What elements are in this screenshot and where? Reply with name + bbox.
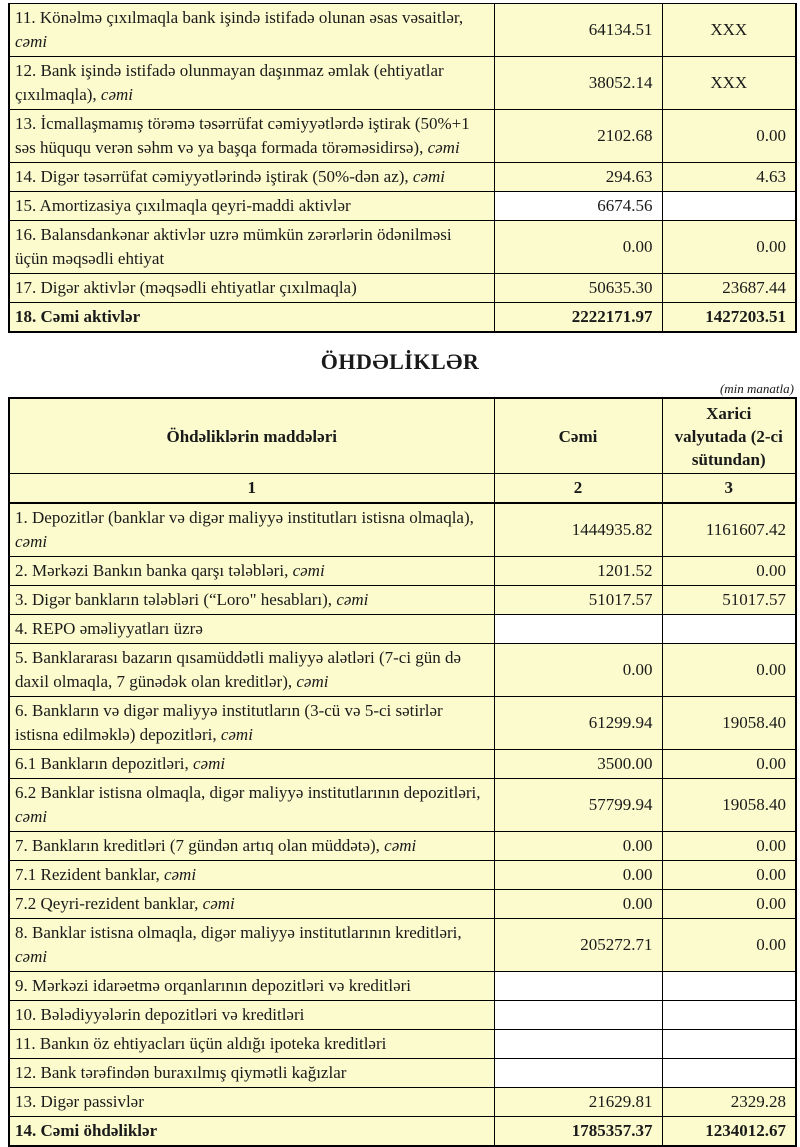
row-label-text: 3. Digər bankların tələbləri (“Loro" hesabları), [15,590,333,609]
value-total [494,1001,662,1030]
value-foreign-currency: 0.00 [662,750,796,779]
table-row [9,1001,796,1030]
row-label-italic-suffix: cəmi [15,807,48,826]
table-row [9,57,796,110]
row-label-text: 9. Mərkəzi idarəetmə orqanlarının depozitləri və kreditləri [15,976,412,995]
value-foreign-currency [662,1059,796,1088]
table-row [9,163,796,192]
row-label-italic-suffix: cəmi [159,865,197,884]
col-header-total: Cəmi [494,398,662,474]
row-label-italic-suffix: cəmi [288,561,325,580]
row-label [9,1030,494,1059]
value-foreign-currency [662,972,796,1001]
value-foreign-currency [662,615,796,644]
row-label-text: 14. Cəmi öhdəliklər [15,1121,158,1140]
row-label-italic-suffix: cəmi [423,138,460,157]
row-label-text: 13. Digər passivlər [15,1092,144,1111]
table-row [9,750,796,779]
value-foreign-currency: 0.00 [662,221,796,274]
table-row [9,303,796,333]
table-row [9,586,796,615]
table-row [9,919,796,972]
row-label [9,221,494,274]
value-foreign-currency: 19058.40 [662,697,796,750]
row-label-text: 16. Balansdankənar aktivlər uzrə mümkün zərərlərin ödənilməsi üçün məqsədli ehtiyat [15,225,452,268]
table-row [9,192,796,221]
value-total: 0.00 [494,221,662,274]
row-label [9,779,494,832]
value-foreign-currency: 19058.40 [662,779,796,832]
table-row [9,274,796,303]
table-row [9,615,796,644]
row-label [9,919,494,972]
row-label [9,274,494,303]
value-total: 2102.68 [494,110,662,163]
value-foreign-currency: XXX [662,4,796,57]
row-label-text: 6.2 Banklar istisna olmaqla, digər maliyyə institutlarının depozitləri, [15,783,481,802]
value-foreign-currency: 0.00 [662,919,796,972]
liabilities-table [8,397,797,1147]
row-label-text: 6.1 Bankların depozitləri, [15,754,189,773]
row-label-text: 14. Digər təsərrüfat cəmiyyətlərində iştirak (50%-dən az), [15,167,409,186]
row-label-text: 7.1 Rezident banklar, [15,865,160,884]
table-row [9,779,796,832]
row-label-italic-suffix: cəmi [15,947,48,966]
value-total: 61299.94 [494,697,662,750]
value-foreign-currency [662,1030,796,1059]
value-total: 64134.51 [494,4,662,57]
value-total: 1785357.37 [494,1117,662,1147]
table-row [9,1117,796,1147]
value-total: 2222171.97 [494,303,662,333]
table-row [9,503,796,557]
value-foreign-currency: 0.00 [662,890,796,919]
row-label-text: 18. Cəmi aktivlər [15,307,141,326]
row-label [9,750,494,779]
row-label-text: 8. Banklar istisna olmaqla, digər maliyyə institutlarının kreditləri, [15,923,462,942]
row-label-text: 7.2 Qeyri-rezident banklar, [15,894,199,913]
row-label [9,1088,494,1117]
row-label [9,163,494,192]
table-row [9,832,796,861]
value-foreign-currency: 0.00 [662,644,796,697]
value-total: 21629.81 [494,1088,662,1117]
value-total [494,1059,662,1088]
row-label-text: 5. Banklararası bazarın qısamüddətli maliyyə alətləri (7-ci gün də daxil olmaqla, 7 günədək olan kreditlər), [15,648,462,691]
row-label-text: 10. Bələdiyyələrin depozitləri və kreditləri [15,1005,305,1024]
row-label-italic-suffix: cəmi [198,894,235,913]
value-foreign-currency: 0.00 [662,110,796,163]
row-label-italic-suffix: cəmi [15,532,48,551]
value-foreign-currency [662,1001,796,1030]
row-label [9,832,494,861]
value-foreign-currency: XXX [662,57,796,110]
table-row [9,1059,796,1088]
row-label-italic-suffix: cəmi [96,85,134,104]
row-label [9,890,494,919]
row-label-italic-suffix: cəmi [379,836,417,855]
value-foreign-currency: 2329.28 [662,1088,796,1117]
row-label-text: 11. Könəlmə çıxılmaqla bank işində istifadə olunan əsas vəsaitlər, [15,8,464,27]
row-label-text: 12. Bank tərəfindən buraxılmış qiymətli kağızlar [15,1063,347,1082]
row-label [9,557,494,586]
value-foreign-currency [662,192,796,221]
value-total [494,972,662,1001]
value-foreign-currency: 51017.57 [662,586,796,615]
table-row [9,697,796,750]
table-row [9,890,796,919]
row-label [9,861,494,890]
value-foreign-currency: 23687.44 [662,274,796,303]
value-foreign-currency: 0.00 [662,861,796,890]
value-total: 0.00 [494,644,662,697]
table-row [9,221,796,274]
table-row [9,1088,796,1117]
table-row [9,4,796,57]
row-label-italic-suffix: cəmi [188,754,226,773]
value-total [494,615,662,644]
liabilities-header-row [9,398,796,474]
row-label-text: 2. Mərkəzi Bankın banka qarşı tələbləri, [15,561,289,580]
balance-sheet-page [0,3,800,1140]
value-foreign-currency: 1234012.67 [662,1117,796,1147]
row-label-text: 11. Bankın öz ehtiyacları üçün aldığı ipoteka kreditləri [15,1034,387,1053]
row-label [9,1001,494,1030]
unit-note: (min manatla) [719,381,794,396]
table-row [9,110,796,163]
row-label-italic-suffix: cəmi [332,590,369,609]
value-foreign-currency: 1161607.42 [662,503,796,557]
value-total: 50635.30 [494,274,662,303]
row-label [9,57,494,110]
row-label [9,586,494,615]
value-foreign-currency: 0.00 [662,557,796,586]
value-foreign-currency: 4.63 [662,163,796,192]
col-number-1: 1 [9,474,494,504]
row-label [9,615,494,644]
table-row [9,644,796,697]
value-total: 205272.71 [494,919,662,972]
row-label-text: 13. İcmallaşmamış törəmə təsərrüfat cəmiyyətlərdə iştirak (50%+1 səs hüququ verən səhm və ya başqa formada törəməsidirsə), [15,114,470,157]
col-header-foreign-currency: Xarici valyutada (2-ci sütundan) [662,398,796,474]
row-label [9,1059,494,1088]
value-total: 0.00 [494,861,662,890]
row-label-italic-suffix: cəmi [408,167,446,186]
table-row [9,861,796,890]
value-total: 57799.94 [494,779,662,832]
row-label-text: 7. Bankların kreditləri (7 gündən artıq olan müddətə), [15,836,380,855]
col-number-3: 3 [662,474,796,504]
row-label-italic-suffix: cəmi [216,725,253,744]
value-foreign-currency: 1427203.51 [662,303,796,333]
value-total: 294.63 [494,163,662,192]
row-label [9,110,494,163]
row-label [9,697,494,750]
value-total [494,1030,662,1059]
row-label-text: 17. Digər aktivlər (məqsədli ehtiyatlar çıxılmaqla) [15,278,357,297]
row-label-text: 1. Depozitlər (banklar və digər maliyyə institutları istisna olmaqla), [15,508,474,527]
row-label [9,644,494,697]
assets-table-continuation [8,3,797,333]
value-total: 1201.52 [494,557,662,586]
col-number-2: 2 [494,474,662,504]
row-label-italic-suffix: cəmi [15,32,48,51]
table-row [9,557,796,586]
value-total: 6674.56 [494,192,662,221]
col-header-items: Öhdəliklərin maddələri [9,398,494,474]
row-label [9,303,494,333]
row-label-text: 6. Bankların və digər maliyyə institutların (3-cü və 5-ci sətirlər istisna edilməklə) depozitləri, [15,701,443,744]
value-foreign-currency: 0.00 [662,832,796,861]
row-label-text: 4. REPO əməliyyatları üzrə [15,619,203,638]
value-total: 3500.00 [494,750,662,779]
row-label [9,972,494,1001]
value-total: 51017.57 [494,586,662,615]
row-label-text: 15. Amortizasiya çıxılmaqla qeyri-maddi aktivlər [15,196,351,215]
table-row [9,972,796,1001]
row-label-italic-suffix: cəmi [292,672,329,691]
value-total: 0.00 [494,890,662,919]
liabilities-section-title: ÖHDƏLİKLƏR [320,349,480,374]
value-total: 0.00 [494,832,662,861]
table-row [9,1030,796,1059]
row-label [9,1117,494,1147]
row-label [9,503,494,557]
value-total: 38052.14 [494,57,662,110]
row-label [9,4,494,57]
row-label [9,192,494,221]
value-total: 1444935.82 [494,503,662,557]
column-number-row [9,474,796,504]
row-label-text: 12. Bank işində istifadə olunmayan daşınmaz əmlak (ehtiyatlar çıxılmaqla), [15,61,444,104]
